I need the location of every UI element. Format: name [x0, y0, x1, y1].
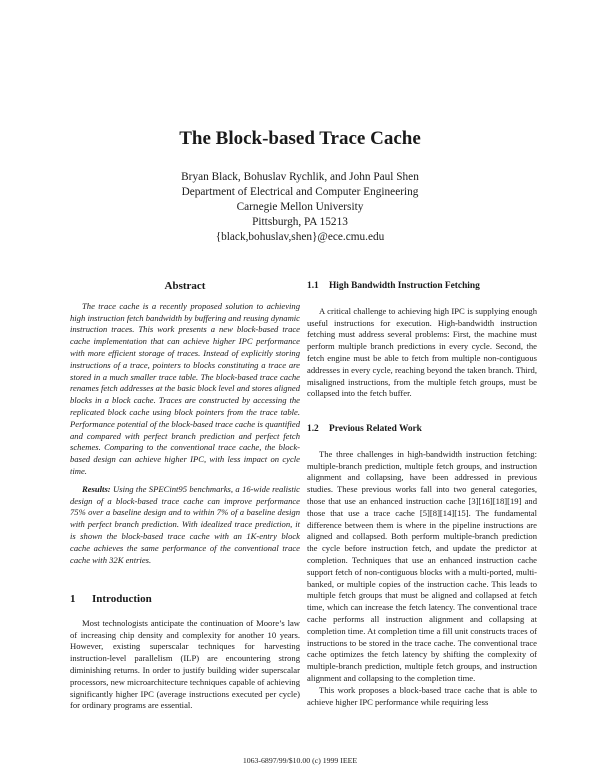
intro-body: Most technologists anticipate the continuation of Moore’s law of increasing chip density and complexity for another 10 years. However, existing superscalar techniques for harvesting instruction-level parallelism (ILP) are encountering strong diminishing returns. In order to justify building wider superscalar processors, new microarchitecture techniques capable of achieving significantly higher IPC (average instructions executed per cycle) for ordinary programs are essential.: [70, 617, 300, 711]
sec12-body-2: This work proposes a block-based trace cache that is able to achieve higher IPC performance while requiring less: [307, 684, 537, 707]
department: Department of Electrical and Computer Engineering: [181, 186, 419, 198]
intro-number: 1: [70, 593, 76, 605]
author-names: Bryan Black, Bohuslav Rychlik, and John Paul Shen: [181, 171, 419, 183]
sec11-number: 1.1: [307, 281, 319, 291]
section-1-2: [307, 424, 537, 708]
sec12-heading: [307, 424, 537, 436]
paper-title: The Block-based Trace Cache: [179, 128, 421, 149]
introduction-section: [70, 594, 300, 712]
location: Pittsburgh, PA 15213: [252, 216, 348, 228]
results-body: Using the SPECint95 benchmarks, a 16-wide realistic design of a block-based trace cache can improve performance 75% over a baseline design and to within 7% of a baseline design with perfect branch prediction. With idealized trace prediction, it is shown the block-based trace cache with an 1K-entry block cache achieves the same performance of the conventional trace cache with 32K entries.: [70, 483, 300, 565]
results-label: Results:: [82, 483, 111, 494]
sec12-title: Previous Related Work: [329, 424, 422, 434]
sec12-number: 1.2: [307, 424, 319, 434]
abstract-heading: Abstract: [164, 280, 206, 292]
copyright-footer: 1063-6897/99/$10.00 (c) 1999 IEEE: [242, 756, 358, 765]
author-block: [0, 170, 600, 245]
sec11-heading: [307, 281, 537, 293]
university: Carnegie Mellon University: [236, 201, 364, 213]
sec12-body-1: The three challenges in high-bandwidth instruction fetching: multiple-branch prediction, multiple fetch groups, and instruction alignment and collapsing, have been addressed in previous studies. These previous works fall into two general categories, those that use an enhanced instruction cache [3][16][18][19] and those that use a trace cache [5][8][14][15]. The fundamental difference between them is where in the pipeline instructions are aligned and collapsed. Both perform multiple-branch prediction the cycle before instruction fetch, and update the predictor at completion. Techniques that use an enhanced instruction cache support fetch of non-contiguous blocks with a multi-ported, multi-banked, or multiple copies of the instruction cache. This leads to multiple fetch groups that must be aligned and collapsed at fetch time, which can increase the fetch latency. The conventional trace cache performs all instruction alignment and collapsing at completion time. At completion time a fill unit constructs traces of instructions to be stored in the trace cache. The conventional trace cache optimizes the fetch latency by shifting the complexity of multiple-branch prediction, multiple fetch groups, and instruction alignment and collapsing to the completion time.: [307, 448, 537, 683]
email: {black,bohuslav,shen}@ece.cmu.edu: [215, 231, 385, 243]
abstract-section: [70, 281, 300, 566]
intro-title: Introduction: [92, 593, 152, 605]
sec11-title: High Bandwidth Instruction Fetching: [329, 281, 480, 291]
abstract-results: [70, 484, 300, 567]
intro-heading: [70, 594, 300, 606]
abstract-body: The trace cache is a recently proposed solution to achieving high instruction fetch bandwidth by buffering and reusing dynamic instruction traces. This work presents a new block-based trace cache implementation that can achieve higher IPC performance with more efficient storage of traces. Instead of explicitly storing instructions of a trace, pointers to blocks constituting a trace are stored in a much smaller trace table. The block-based trace cache renames fetch addresses at the basic block level and stores aligned blocks in a block cache. Traces are constructed by accessing the replicated block cache using block pointers from the trace table. Performance potential of the block-based trace cache is quantified and compared with perfect branch prediction and perfect fetch schemes. Comparing to the conventional trace cache, the block-based design can achieve higher IPC, with less impact on cycle time.: [70, 300, 300, 476]
sec11-body: A critical challenge to achieving high IPC is supplying enough useful instructions for execution. High-bandwidth instruction fetching must address several problems: First, the machine must perform multiple branch predictions in every cycle. Second, the fetch engine must be able to fetch from multiple non-contiguous addresses in every cycle, reaching beyond the taken branch. Third, misaligned instructions, from the multiple fetch groups, must be collapsed into the fetch buffer.: [307, 305, 537, 399]
section-1-1: [307, 281, 537, 400]
